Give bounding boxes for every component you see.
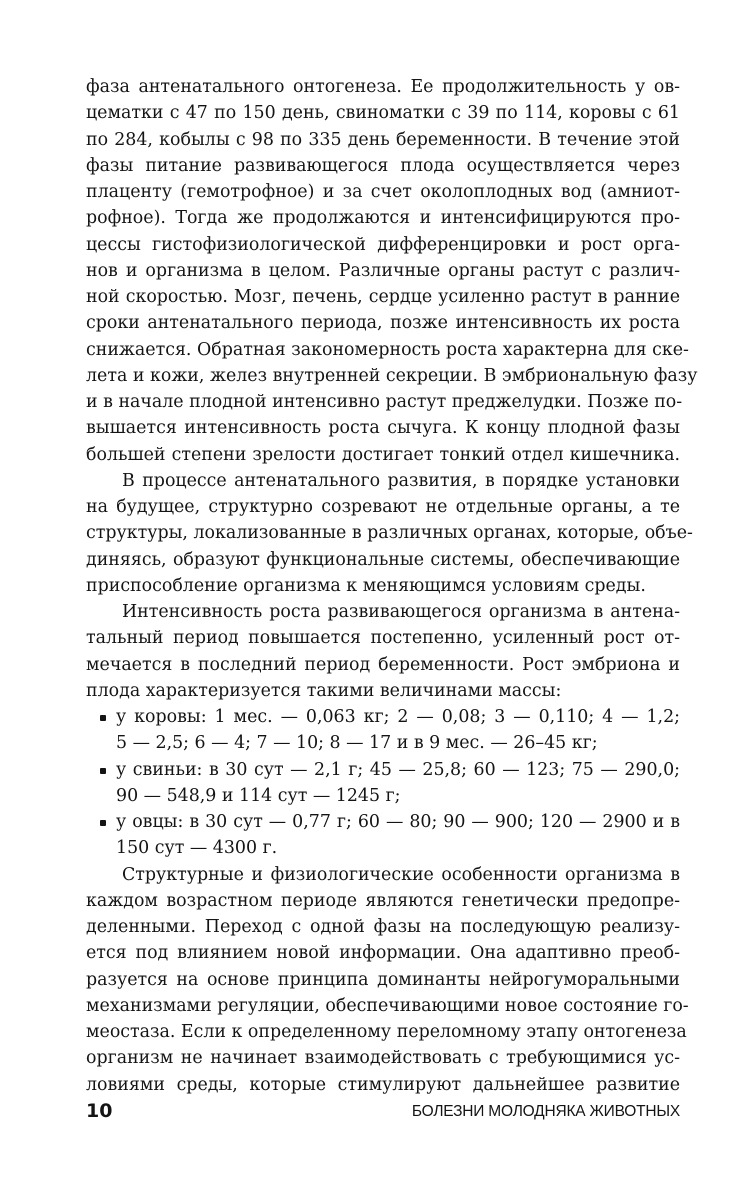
text-line: нов и организма в целом. Различные органы растут с различ-	[86, 260, 680, 281]
text-line: вышается интенсивность роста сычуга. К концу плодной фазы	[86, 418, 680, 439]
text-line: мечается в последний период беременности. Рост эмбриона и	[86, 654, 680, 675]
text-line: тальный период повышается постепенно, усиленный рост от-	[86, 628, 680, 649]
text-line: организм не начинает взаимодействовать с требующимися ус-	[86, 1048, 680, 1069]
text-line: цематки с 47 по 150 день, свиноматки с 39 по 114, коровы с 61	[86, 103, 680, 124]
list-item-continuation: 150 сут — 4300 г.	[116, 838, 278, 859]
paragraph-growth-intensity	[86, 599, 680, 704]
list-item-continuation: 5 — 2,5; 6 — 4; 7 — 10; 8 — 17 и в 9 мес. — 26–45 кг;	[116, 733, 598, 754]
list-item-text: у коровы: 1 мес. — 0,063 кг; 2 — 0,08; 3 — 0,110; 4 — 1,2;	[116, 707, 680, 727]
text-line: снижается. Обратная закономерность роста характерна для ске-	[86, 339, 689, 360]
running-title: БОЛЕЗНИ МОЛОДНЯКА ЖИВОТНЫХ	[411, 1103, 680, 1120]
paragraph-structural-maturation	[86, 468, 693, 599]
list-item	[86, 809, 680, 835]
bullet-icon	[100, 820, 106, 826]
text-line: диняясь, образуют функциональные системы, обеспечивающие	[86, 549, 680, 570]
list-item-text: у свиньи: в 30 сут — 2,1 г; 45 — 25,8; 60 — 123; 75 — 290,0;	[116, 759, 680, 780]
text-line: В процессе антенатального развития, в порядке установки	[122, 470, 680, 491]
text-line: большей степени зрелости достигает тонкий отдел кишечника.	[86, 444, 680, 465]
text-line: деленными. Переход с одной фазы на последующую реализу-	[86, 917, 680, 937]
text-line: ется под влиянием новой информации. Она адаптивно преоб-	[86, 943, 680, 964]
list-item-text: у овцы: в 30 сут — 0,77 г; 60 — 80; 90 — 900; 120 — 2900 и в	[116, 812, 680, 832]
page-number: 10	[86, 1100, 113, 1122]
bullet-icon	[100, 768, 106, 774]
list-item	[86, 757, 680, 783]
text-line: плаценту (гемотрофное) и за счет околоплодных вод (амниот-	[86, 182, 680, 202]
text-line: Интенсивность роста развивающегося организма в антена-	[122, 602, 680, 622]
list-item	[86, 704, 680, 730]
text-line: структуры, локализованные в различных органах, которые, объе-	[86, 523, 693, 544]
text-line: механизмами регуляции, обеспечивающими новое состояние го-	[86, 995, 689, 1016]
text-line: приспособление организма к меняющимся условиям среды.	[86, 575, 646, 596]
text-line: разуется на основе принципа доминанты нейрогуморальными	[86, 969, 680, 990]
text-line: лета и кожи, желез внутренней секреции. В эмбриональную фазу	[86, 365, 698, 386]
text-line: меостаза. Если к определенному переломному этапу онтогенеза	[86, 1022, 687, 1042]
bullet-icon	[100, 715, 106, 721]
paragraph-structural-features	[86, 862, 689, 1098]
text-line: Структурные и физиологические особенности организма в	[122, 864, 680, 885]
text-line: фаза антенатального онтогенеза. Ее продолжительность у ов-	[86, 77, 680, 97]
mass-list	[86, 704, 680, 862]
text-line: каждом возрастном периоде являются генетически предопре-	[86, 890, 680, 911]
text-line: ной скоростью. Мозг, печень, сердце усиленно растут в ранние	[86, 287, 680, 307]
text-line: цессы гистофизиологической дифференцировки и рост орга-	[86, 234, 680, 255]
page-body	[86, 74, 698, 1098]
page-footer	[86, 1099, 680, 1123]
text-line: фазы питание развивающегося плода осуществляется через	[86, 155, 680, 176]
text-line: сроки антенатального периода, позже интенсивность их роста	[86, 313, 680, 334]
text-line: рофное). Тогда же продолжаются и интенсифицируются про-	[86, 208, 680, 229]
list-item-continuation: 90 — 548,9 и 114 сут — 1245 г;	[116, 785, 401, 806]
text-line: и в начале плодной интенсивно растут преджелудки. Позже по-	[86, 392, 683, 412]
text-line: плода характеризуется такими величинами массы:	[86, 680, 562, 701]
paragraph-antenatal-phase	[86, 74, 698, 468]
text-line: на будущее, структурно созревают не отдельные органы, а те	[86, 497, 680, 517]
text-line: по 284, кобылы с 98 по 335 день беременности. В течение этой	[86, 129, 680, 150]
text-line: ловиями среды, которые стимулируют дальнейшее развитие	[86, 1074, 680, 1095]
